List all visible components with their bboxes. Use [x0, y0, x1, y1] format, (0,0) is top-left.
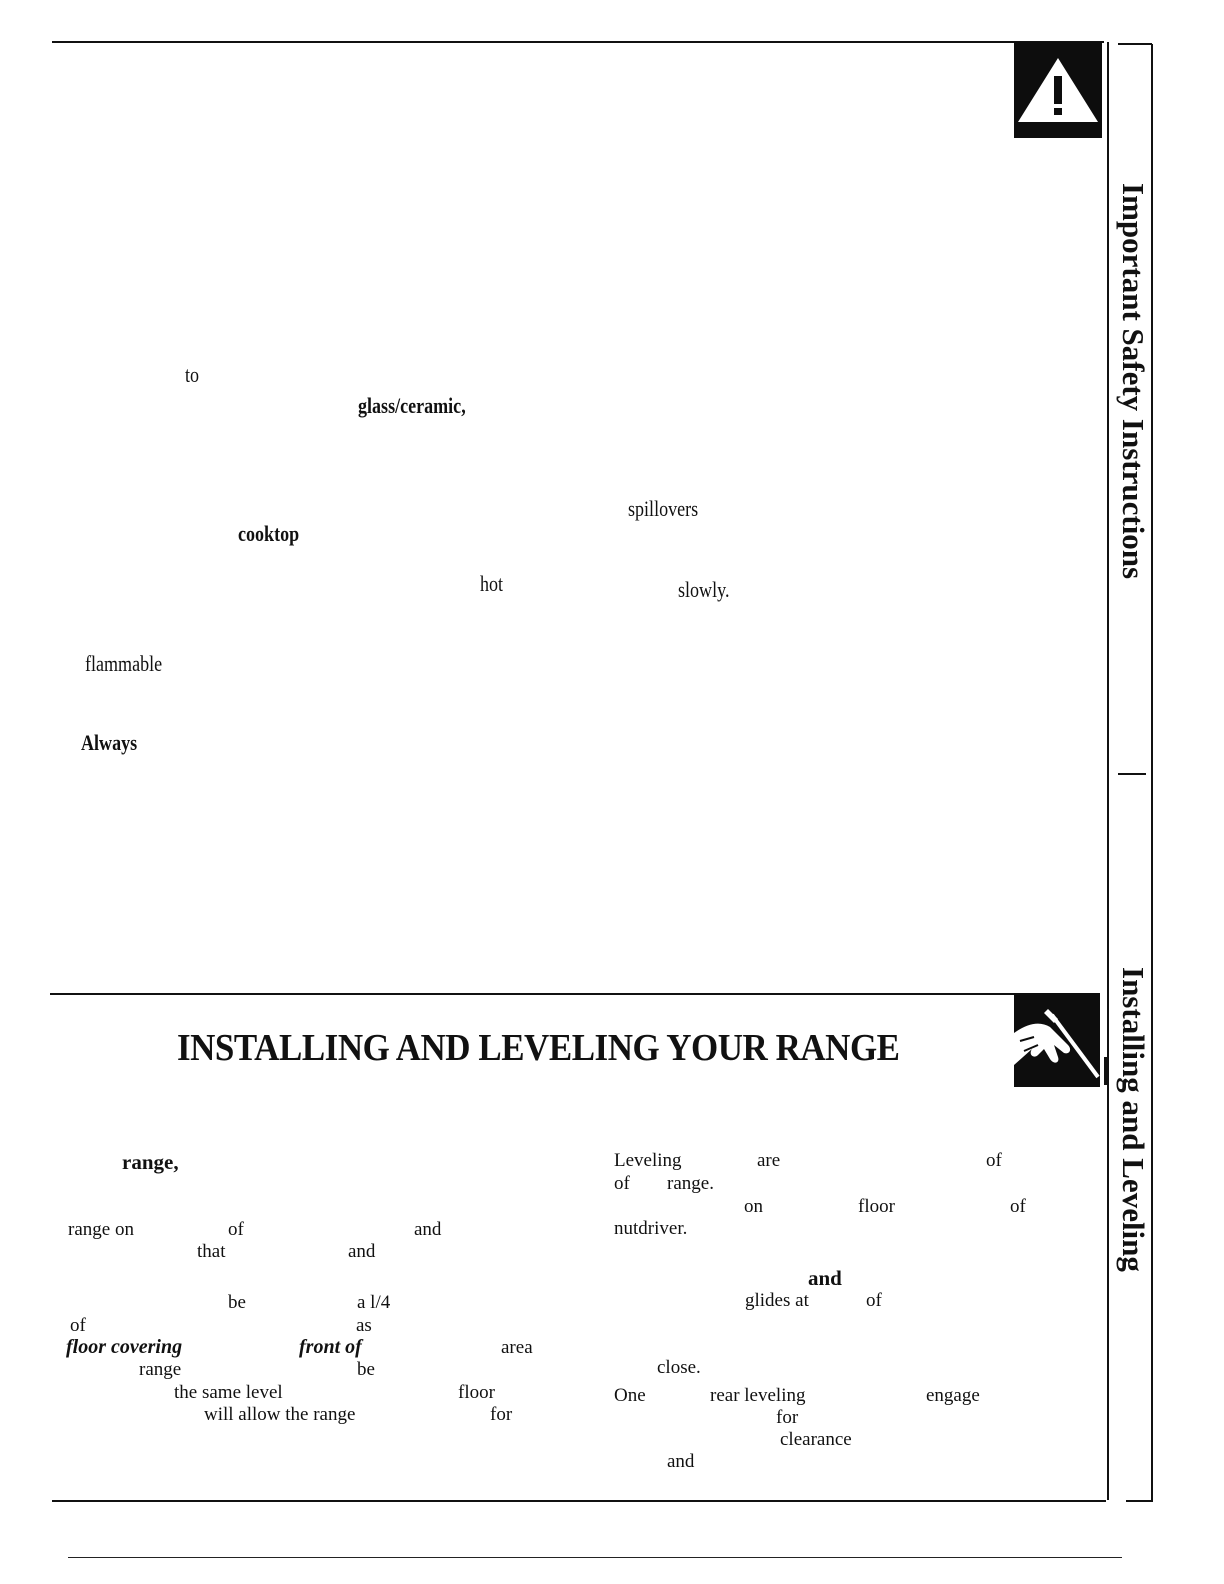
fragment-flammable: flammable — [85, 651, 163, 676]
right-close: close. — [657, 1357, 701, 1378]
right-one: One — [614, 1385, 646, 1406]
left-be-1: be — [228, 1292, 246, 1313]
right-nutdriver: nutdriver. — [614, 1218, 688, 1239]
right-of-4: of — [866, 1290, 882, 1311]
fragment-slowly: slowly. — [678, 577, 730, 602]
top-rule — [52, 41, 1104, 43]
bottom-rule — [52, 1500, 1106, 1502]
left-the-same-level: the same level — [174, 1382, 283, 1403]
fragment-always: Always — [81, 730, 138, 755]
right-for: for — [776, 1407, 799, 1428]
active-tab-marker — [1104, 1057, 1109, 1085]
left-that: that — [197, 1241, 226, 1262]
right-of-3: of — [1010, 1196, 1026, 1217]
right-leveling: Leveling — [614, 1150, 682, 1171]
left-floor-covering: floor covering — [66, 1336, 183, 1358]
sidebar-tab-divider — [1118, 773, 1146, 775]
sidebar-left-rule — [1107, 42, 1109, 1500]
fragment-to: to — [185, 362, 200, 387]
right-floor: floor — [858, 1196, 895, 1217]
left-floor-1: floor — [458, 1382, 495, 1403]
left-of-1: of — [228, 1219, 244, 1240]
fragment-cooktop: cooktop — [238, 521, 300, 546]
right-engage: engage — [926, 1385, 980, 1406]
right-range: range. — [667, 1173, 714, 1194]
left-be-2: be — [357, 1359, 375, 1380]
tab-important-safety-instructions[interactable]: Important Safety Instructions — [1116, 183, 1151, 580]
left-will-allow: will allow the range — [204, 1404, 356, 1425]
right-of-1: of — [986, 1150, 1002, 1171]
left-for-1: for — [490, 1404, 513, 1425]
sidebar-right-rule — [1151, 44, 1153, 1502]
tab-installing-and-leveling[interactable]: Installing and Leveling — [1116, 967, 1151, 1272]
left-range-bold: range, — [122, 1150, 179, 1174]
sidebar-top-rule — [1118, 43, 1152, 45]
fragment-glass-ceramic: glass/ceramic, — [358, 393, 466, 418]
right-of-2: of — [614, 1173, 630, 1194]
section-title: INSTALLING AND LEVELING YOUR RANGE — [177, 1027, 900, 1069]
left-of-2: of — [70, 1315, 86, 1336]
hand-with-tool-icon — [1014, 993, 1100, 1087]
left-and-1: and — [414, 1219, 442, 1240]
left-area: area — [501, 1337, 533, 1358]
right-clearance: clearance — [780, 1429, 852, 1450]
right-rear-leveling: rear leveling — [710, 1385, 806, 1406]
left-front-of: front of — [299, 1336, 362, 1358]
page-footer-rule — [68, 1557, 1122, 1558]
fragment-hot: hot — [480, 571, 504, 596]
left-range-on: range on — [68, 1219, 134, 1240]
right-on: on — [744, 1196, 763, 1217]
right-are: are — [757, 1150, 781, 1171]
sidebar-bottom-rule — [1126, 1500, 1152, 1502]
right-and: and — [667, 1451, 695, 1472]
fragment-spillovers: spillovers — [628, 496, 699, 521]
left-and-2: and — [348, 1241, 376, 1262]
left-range-2: range — [139, 1359, 182, 1380]
warning-triangle-icon — [1014, 42, 1102, 138]
left-as: as — [356, 1315, 372, 1336]
right-and-bold: and — [808, 1266, 842, 1290]
section-divider-rule — [50, 993, 1014, 995]
left-a-quarter: a l/4 — [357, 1292, 391, 1313]
right-glides-at: glides at — [745, 1290, 809, 1311]
